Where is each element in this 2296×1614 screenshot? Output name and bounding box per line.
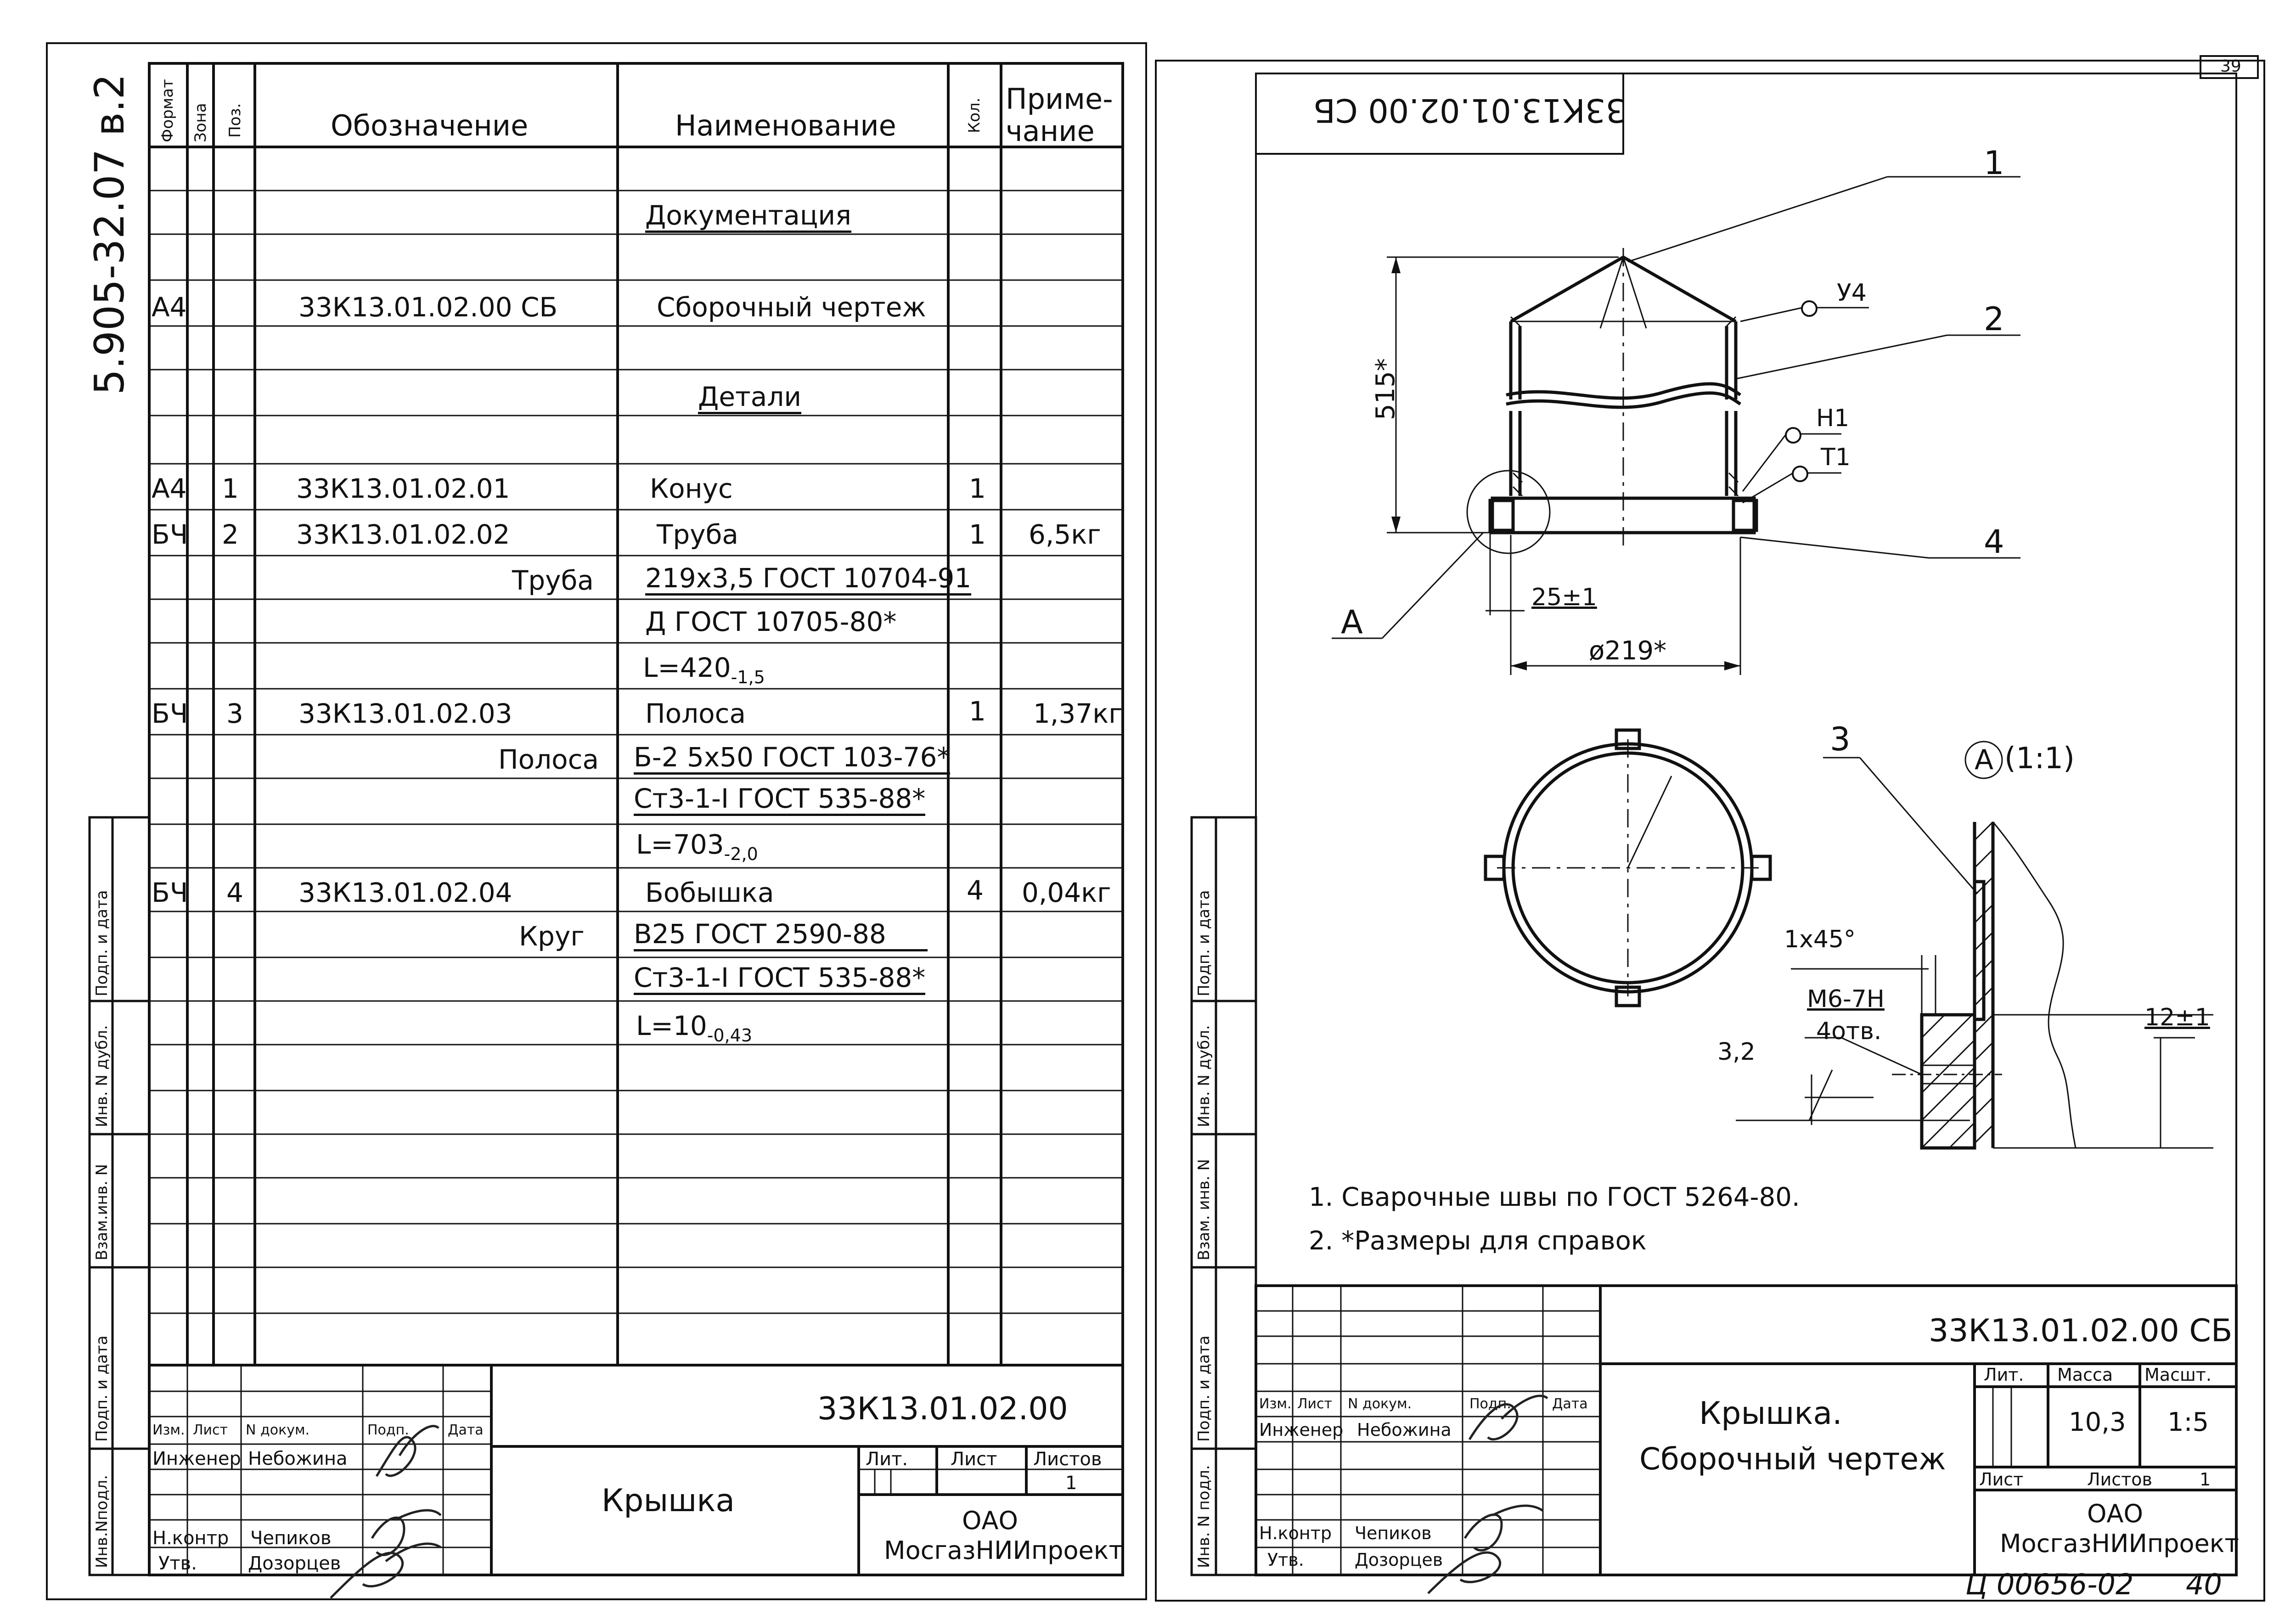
part-4-format: БЧ <box>152 877 188 908</box>
left-control-name: Чепиков <box>250 1528 332 1549</box>
right-org-2: МосгазНИИпроект <box>2000 1529 2239 1558</box>
page-number: 39 <box>2220 57 2241 76</box>
right-sheets-label: Листов <box>2087 1469 2152 1490</box>
part-3-note: 1,37кг <box>1033 698 1123 729</box>
part-2-qty: 1 <box>969 519 986 550</box>
header-format: Формат <box>158 79 177 142</box>
left-side-code: 5.905-32.07 в.2 <box>86 73 133 395</box>
weld-mark-y4: У4 <box>1837 279 1867 307</box>
mirrored-stamp: 33К13.01.02.00 СБ <box>1313 91 1626 129</box>
left-col-date: Дата <box>448 1422 484 1438</box>
pipe-length: $L=420_{-1,5}$ <box>643 652 765 687</box>
section-parts: Детали <box>698 383 801 414</box>
part-2-designation: 33К13.01.02.02 <box>296 519 510 550</box>
left-col-list: Лист <box>193 1422 228 1438</box>
part-1-name: Конус <box>650 473 733 504</box>
part-1-qty: 1 <box>969 473 986 504</box>
detail-a-circle-letter: А <box>1975 744 1994 776</box>
dim-height: 515* <box>1371 358 1401 420</box>
part-2-pos: 2 <box>222 519 239 550</box>
doc-row-designation: 33К13.01.02.00 СБ <box>298 292 558 323</box>
round-material-line2: Ст3-1-I ГОСТ 535-88* <box>634 964 925 995</box>
callout-3: 3 <box>1830 720 1851 758</box>
header-name: Наименование <box>675 109 896 142</box>
right-side-label-2: Инв. N дубл. <box>1195 1025 1213 1127</box>
round-material-label: Круг <box>519 921 585 952</box>
right-approve-role: Утв. <box>1267 1550 1304 1570</box>
archive-page: 40 <box>2186 1568 2222 1601</box>
right-lit-label: Лит. <box>1984 1365 2024 1385</box>
callout-1: 1 <box>1984 144 2004 182</box>
view-a-label: А <box>1341 603 1363 641</box>
right-side-label-4: Подп. и дата <box>1195 1335 1213 1442</box>
right-title-name-1: Крышка. <box>1699 1395 1842 1432</box>
right-org-1: ОАО <box>2087 1499 2143 1528</box>
right-approve-name: Дозорцев <box>1355 1550 1443 1570</box>
left-side-label-1: Подп. и дата <box>93 890 111 996</box>
dim-thread: М6-7Н <box>1807 985 1885 1013</box>
note-2: 2. *Размеры для справок <box>1309 1226 1647 1256</box>
right-engineer-role: Инженер <box>1259 1420 1344 1440</box>
dim-depth: 12±1 <box>2144 1004 2210 1031</box>
part-3-format: БЧ <box>152 698 188 729</box>
round-material-line1: В25 ГОСТ 2590-88 <box>634 921 928 951</box>
part-1-pos: 1 <box>222 473 239 504</box>
callout-4: 4 <box>1984 523 2004 561</box>
pipe-material-line2: Д ГОСТ 10705-80* <box>645 606 897 637</box>
left-sheet-label: Лист <box>951 1449 997 1470</box>
header-zone: Зона <box>191 103 210 142</box>
left-side-label-2: Инв. N дубл. <box>93 1025 111 1127</box>
right-control-name: Чепиков <box>1355 1523 1432 1543</box>
part-3-pos: 3 <box>226 698 243 729</box>
left-lit-label: Лит. <box>866 1449 908 1470</box>
right-sheet-label: Лист <box>1979 1469 2024 1490</box>
weld-mark-t1: Т1 <box>1821 444 1851 471</box>
right-control-role: Н.контр <box>1259 1523 1332 1543</box>
right-col-doc: N докум. <box>1348 1396 1412 1412</box>
round-length: $L=10_{-0,43}$ <box>636 1010 753 1046</box>
left-approve-role: Утв. <box>158 1553 197 1574</box>
right-title-name-2: Сборочный чертеж <box>1639 1441 1946 1477</box>
part-2-name: Труба <box>657 519 738 550</box>
left-engineer-role: Инженер <box>152 1448 241 1469</box>
right-engineer-name: Небожина <box>1357 1420 1452 1440</box>
part-2-format: БЧ <box>152 519 188 550</box>
right-col-date: Дата <box>1552 1396 1588 1412</box>
note-1: 1. Сварочные швы по ГОСТ 5264-80. <box>1309 1182 1800 1212</box>
pipe-material-label: Труба <box>512 565 594 596</box>
left-col-doc: N докум. <box>246 1422 310 1438</box>
header-note-line2: чание <box>1006 114 1095 148</box>
right-sheets-value: 1 <box>2200 1469 2211 1490</box>
part-4-designation: 33К13.01.02.04 <box>298 877 512 908</box>
part-1-format: А4 <box>152 473 187 504</box>
left-approve-name: Дозорцев <box>248 1553 341 1574</box>
left-title-name: Крышка <box>602 1483 735 1519</box>
header-qty: Кол. <box>965 97 984 133</box>
dim-diameter: ø219* <box>1589 636 1667 666</box>
section-documentation: Документация <box>645 202 851 233</box>
part-4-pos: 4 <box>226 877 243 908</box>
left-side-label-5: Инв.Nподл. <box>93 1474 111 1568</box>
header-designation: Обозначение <box>331 109 529 142</box>
part-4-qty: 4 <box>967 875 984 906</box>
left-sheets-value: 1 <box>1065 1473 1077 1494</box>
pipe-material-line1: 219х3,5 ГОСТ 10704-91 <box>645 565 971 596</box>
part-2-note: 6,5кг <box>1029 519 1101 550</box>
right-col-izm: Изм. <box>1259 1396 1292 1412</box>
right-scale-label: Масшт. <box>2144 1365 2212 1385</box>
right-scale-value: 1:5 <box>2167 1407 2209 1437</box>
left-side-label-4: Подп. и дата <box>93 1335 111 1442</box>
strip-material-line2: Ст3-1-I ГОСТ 535-88* <box>634 785 925 816</box>
right-mass-value: 10,3 <box>2069 1407 2126 1437</box>
dim-chamfer: 1х45° <box>1784 926 1856 953</box>
dim-roughness: 3,2 <box>1717 1038 1756 1066</box>
doc-row-format: А4 <box>152 292 187 323</box>
right-side-label-5: Инв. N подл. <box>1195 1465 1213 1568</box>
detail-a-scale: (1:1) <box>2004 742 2075 776</box>
left-control-role: Н.контр <box>152 1528 229 1549</box>
right-col-list: Лист <box>1297 1396 1333 1412</box>
part-3-name: Полоса <box>645 698 746 729</box>
weld-mark-h1: Н1 <box>1816 405 1850 432</box>
left-sheets-label: Листов <box>1033 1449 1102 1470</box>
right-side-label-3: Взам. инв. N <box>1195 1159 1213 1260</box>
left-side-label-3: Взам.инв. N <box>93 1164 111 1260</box>
strip-material-label: Полоса <box>498 744 599 775</box>
right-title-code: 33К13.01.02.00 СБ <box>1929 1313 2233 1349</box>
strip-material-line1: Б-2 5х50 ГОСТ 103-76* <box>634 744 950 775</box>
dim-pitch: 25±1 <box>1531 584 1597 611</box>
right-mass-label: Масса <box>2057 1365 2113 1385</box>
part-3-designation: 33К13.01.02.03 <box>298 698 512 729</box>
part-3-qty: 1 <box>969 696 986 727</box>
left-org-2: МосгазНИИпроект <box>884 1536 1123 1565</box>
callout-2: 2 <box>1984 300 2004 338</box>
dim-holes: 4отв. <box>1816 1018 1882 1045</box>
part-1-designation: 33К13.01.02.01 <box>296 473 510 504</box>
right-col-sign: Подп. <box>1469 1396 1511 1412</box>
right-side-label-1: Подп. и дата <box>1195 890 1213 996</box>
left-col-izm: Изм. <box>152 1422 185 1438</box>
doc-row-name: Сборочный чертеж <box>657 292 926 323</box>
part-4-note: 0,04кг <box>1022 877 1111 908</box>
archive-mark: Ц 00656-02 <box>1965 1568 2134 1601</box>
left-col-sign: Подп. <box>367 1422 409 1438</box>
header-pos: Поз. <box>226 103 244 138</box>
left-org-1: ОАО <box>962 1506 1018 1535</box>
part-4-name: Бобышка <box>645 877 774 908</box>
left-title-code: 33К13.01.02.00 <box>817 1391 1068 1427</box>
header-note-line1: Приме- <box>1006 82 1113 116</box>
strip-length: $L=703_{-2,0}$ <box>636 829 758 864</box>
left-engineer-name: Небожина <box>248 1448 348 1469</box>
